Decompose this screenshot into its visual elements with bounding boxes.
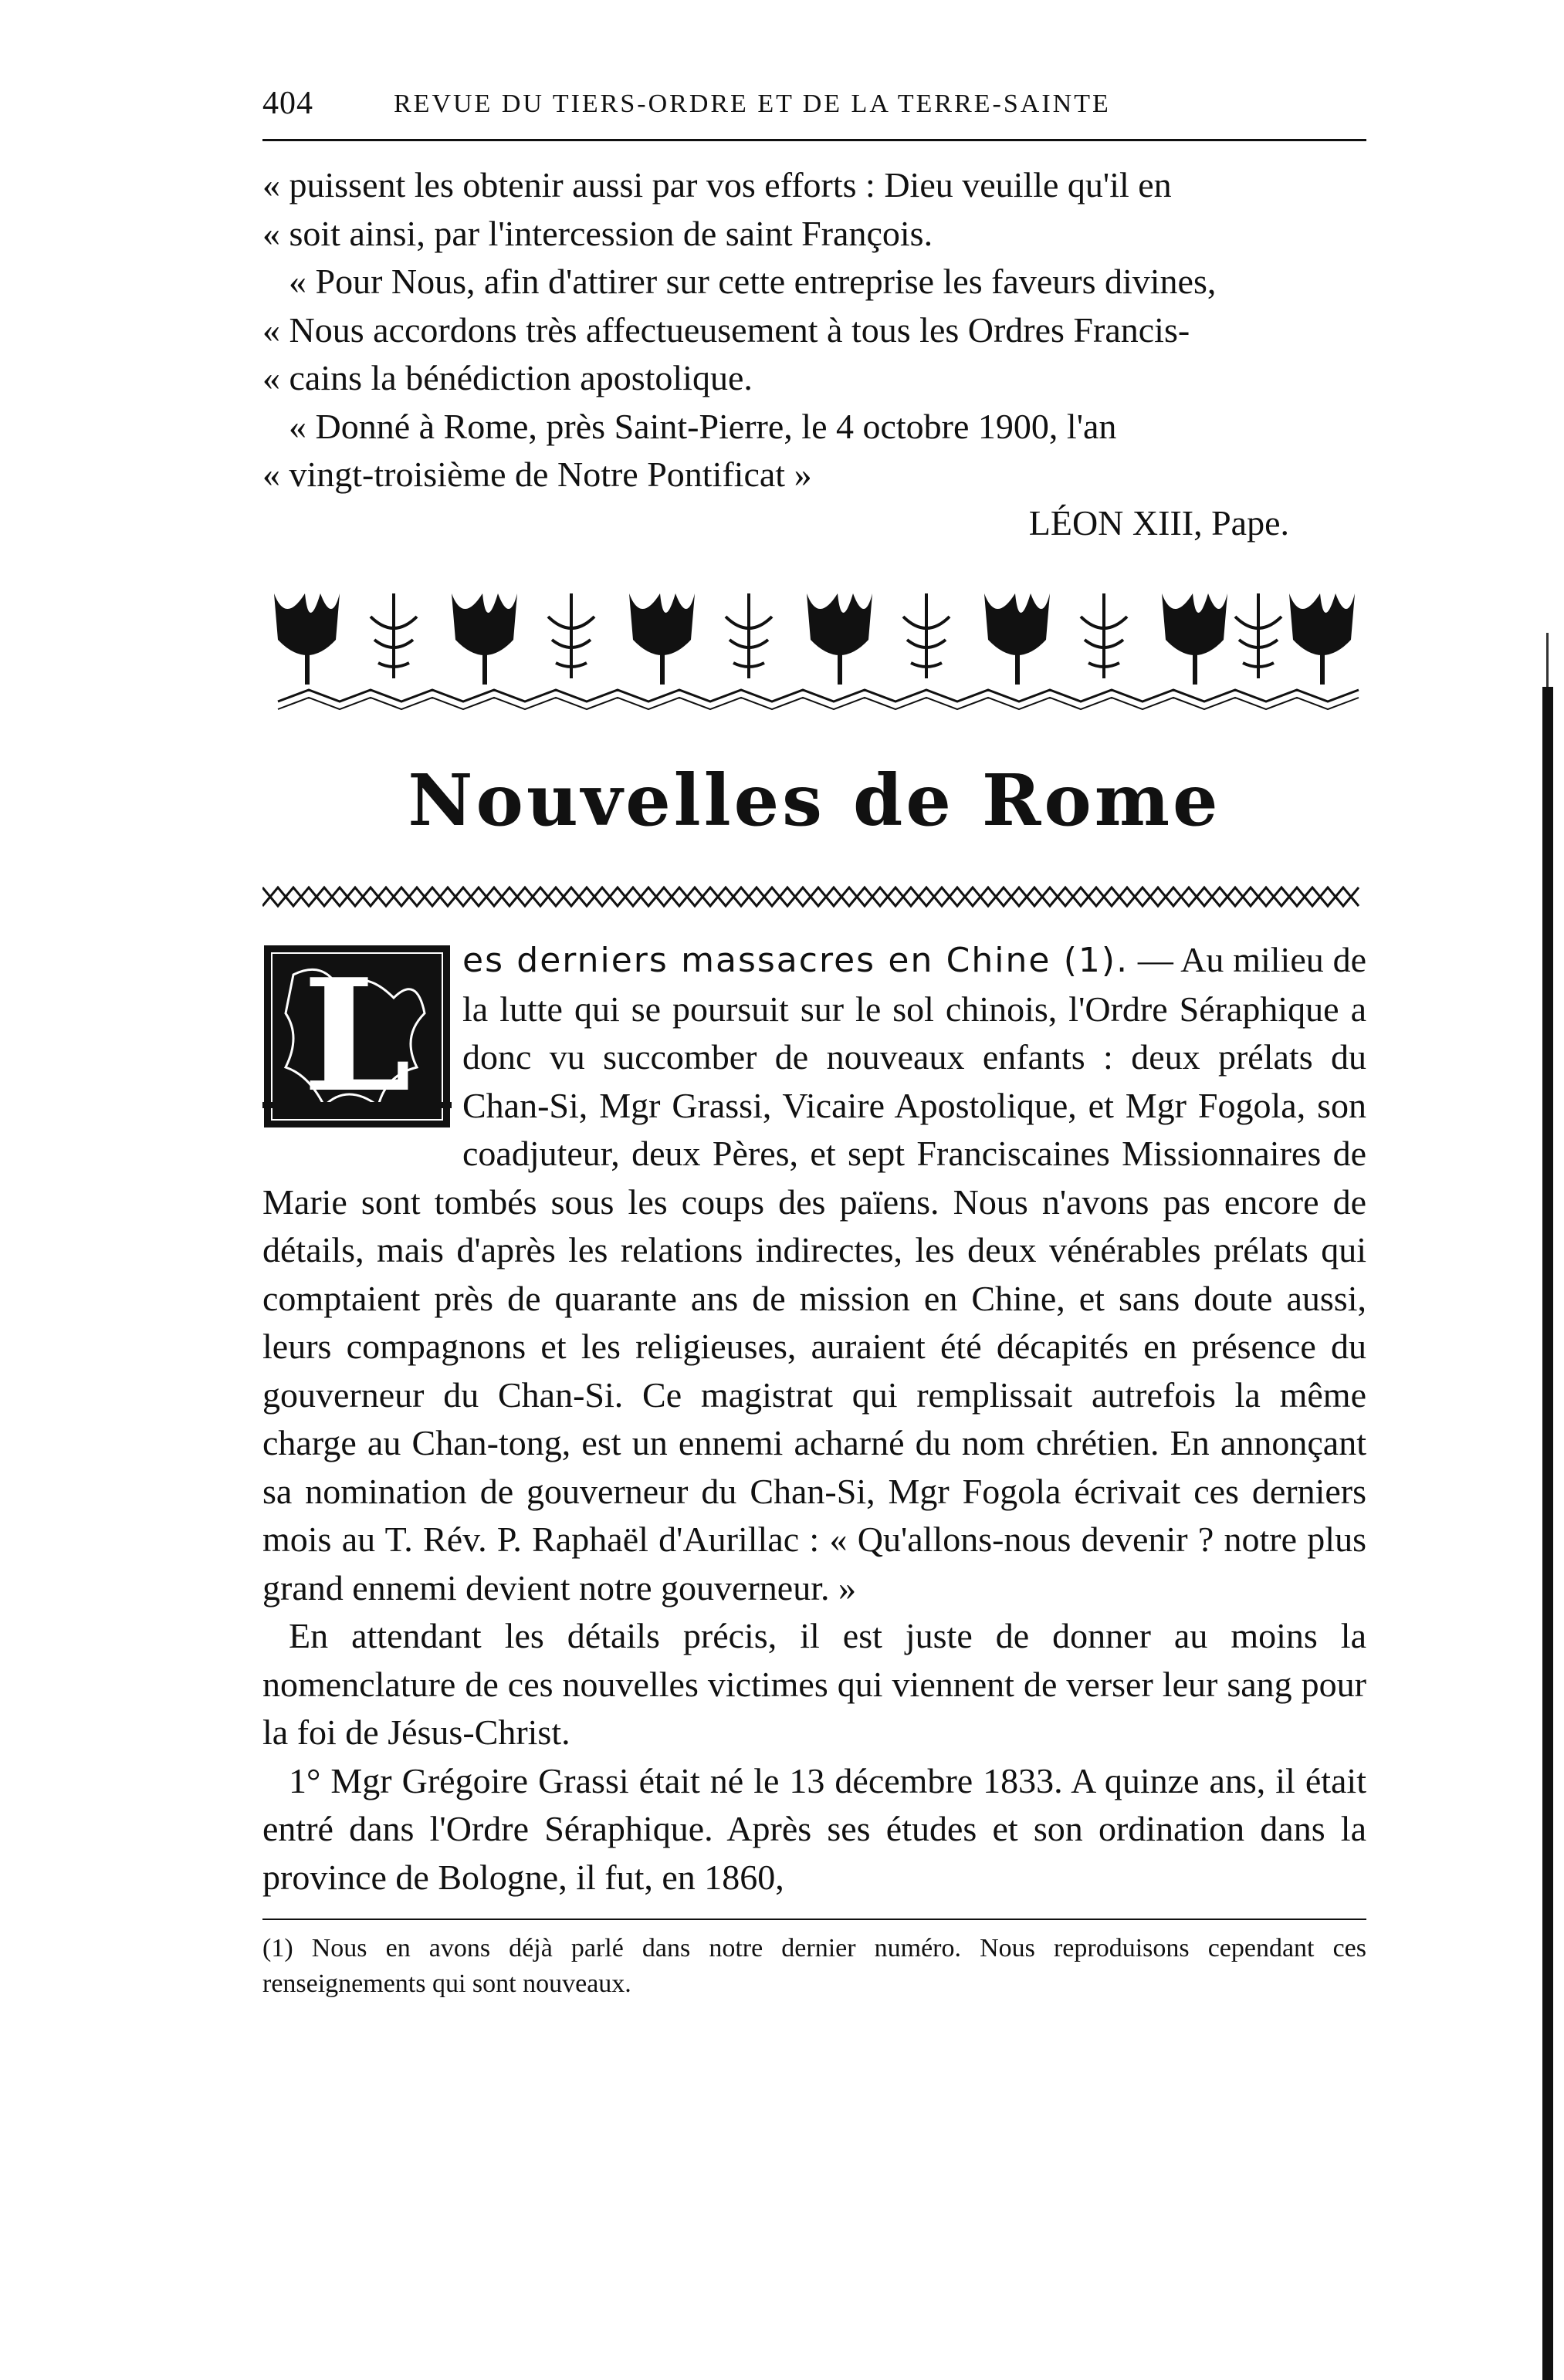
- tulip-icon: [452, 593, 517, 685]
- footnote-rule: [262, 1919, 1366, 1920]
- letter-line: « vingt-troisième de Notre Pontificat »: [262, 455, 812, 494]
- signature: LÉON XIII, Pape.: [1028, 502, 1289, 543]
- lily-icon: [903, 593, 950, 678]
- page-number: 404: [262, 86, 313, 121]
- page: [262, 85, 1366, 2002]
- scan-edge-line: [1546, 633, 1549, 687]
- tulip-icon: [1162, 593, 1227, 685]
- tulip-icon: [629, 593, 695, 685]
- letter-line: « Donné à Rome, près Saint-Pierre, le 4 octobre 1900, l'an: [289, 406, 1117, 446]
- lily-icon: [548, 593, 594, 678]
- running-header: [262, 85, 1366, 131]
- paragraph: En attendant les détails précis, il est juste de donner au moins la nomenclature de ces nouvelles victimes qui viennent de verser leur sang pour la foi de Jésus-Christ.: [262, 1616, 1366, 1752]
- dropcap-letter: L: [303, 945, 411, 1127]
- ornate-dropcap: [262, 944, 452, 1129]
- tulip-icon: [274, 593, 340, 685]
- footnote: (1) Nous en avons déjà parlé dans notre dernier numéro. Nous reproduisons cependant ces renseignements qui sont nouveaux.: [262, 1934, 1366, 1998]
- tulip-icon: [984, 593, 1050, 685]
- running-title: REVUE DU TIERS-ORDRE ET DE LA TERRE-SAINTE: [394, 90, 1111, 118]
- letter-line: « soit ainsi, par l'intercession de saint François.: [262, 213, 933, 253]
- lead-in: es derniers massacres en Chine (1).: [462, 941, 1129, 980]
- letter-line: « Nous accordons très affectueusement à tous les Ordres Francis-: [262, 309, 1190, 350]
- papal-letter-closing: [262, 161, 1366, 547]
- lily-icon: [726, 593, 772, 678]
- header-rule: [262, 139, 1366, 141]
- tulip-icon: [1289, 593, 1355, 685]
- letter-line: « Pour Nous, afin d'attirer sur cette entreprise les faveurs divines,: [289, 262, 1217, 301]
- letter-line: « cains la bénédiction apostolique.: [262, 358, 753, 397]
- letter-line: « puissent les obtenir aussi par vos efforts : Dieu veuille qu'il en: [262, 165, 1172, 205]
- lily-icon: [1081, 593, 1127, 678]
- lily-icon: [371, 593, 417, 678]
- scan-edge-bar: [1542, 687, 1553, 2380]
- lily-icon: [1235, 593, 1281, 678]
- tulip-icon: [807, 593, 872, 685]
- article-body: [262, 936, 1366, 1902]
- paragraph: 1° Mgr Grégoire Grassi était né le 13 décembre 1833. A quinze ans, il était entré dans l'Ordre Séraphique. Après ses études et son ordination dans la province de Bologne, il fut, en 1860,: [262, 1760, 1366, 1897]
- section-title: Nouvelles de Rome: [408, 759, 1221, 842]
- floral-ornament-band: [262, 578, 1366, 732]
- braided-divider: [262, 881, 1366, 912]
- paragraph-text: — Au milieu de la lutte qui se poursuit sur le sol chinois, l'Ordre Séraphique a donc vu succomber de nouveaux enfants : deux prélats du Chan-Si, Mgr Grassi, Vicaire Apostolique, et Mgr Fogola, son coadjuteur, deux Pères, et sept Franciscaines Missionnaires de Marie sont tombés sous les coups des païens. Nous n'avons pas encore de détails, mais d'après les relations indirectes, les deux vénérables prélats qui comptaient près de quarante ans de mission en Chine, et sans doute aussi, leurs compagnons et les religieuses, auraient été décapités en présence du gouverneur du Chan-Si. Ce magistrat qui remplissait autrefois la même charge au Chan-tong, est un ennemi acharné du nom chrétien. En annonçant sa nomination de gouverneur du Chan-Si, Mgr Fogola écrivait ces derniers mois au T. Rév. P. Raphaël d'Aurillac : « Qu'allons-nous devenir ? notre plus grand ennemi devient notre gouverneur. »: [262, 940, 1366, 1608]
